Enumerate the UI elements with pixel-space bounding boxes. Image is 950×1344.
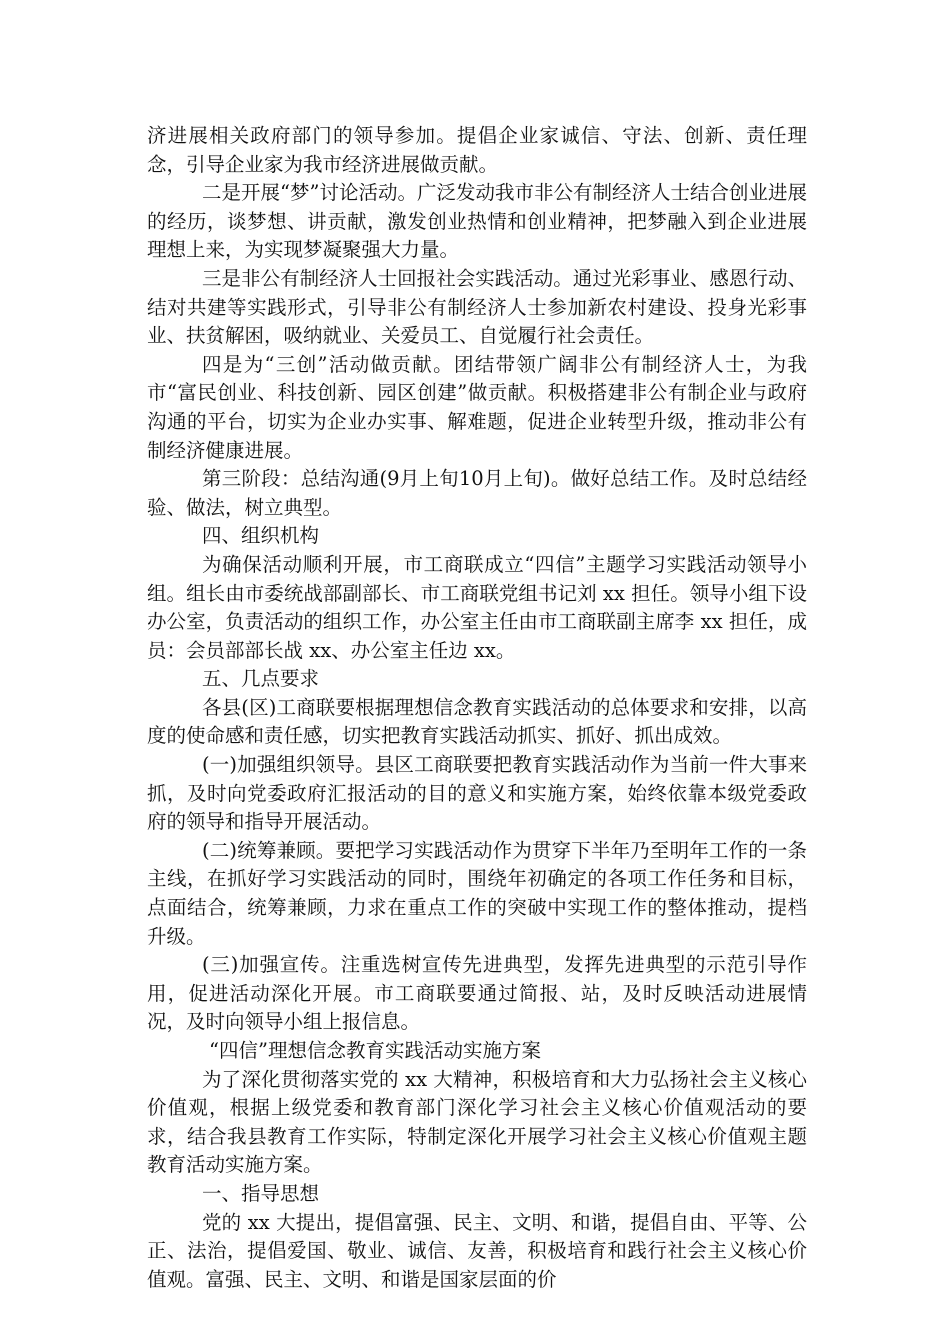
paragraph-11: (二)统筹兼顾。要把学习实践活动作为贯穿下半年乃至明年工作的一条主线，在抓好学习实践活动的同时，围绕年初确定的各项工作任务和目标，点面结合，统筹兼顾，力求在重点工作的突破中实现工作的整体推动，提档升级。 — [147, 838, 807, 948]
section-heading-guiding-thought: 一、指导思想 — [202, 1181, 320, 1205]
paragraph-14: 为了深化贯彻落实党的 xx 大精神，积极培育和大力弘扬社会主义核心价值观，根据上级党委和教育部门深化学习社会主义核心价值观活动的要求，结合我县教育工作实际，特制定深化开展学习社会主义核心价值观主题教育活动实施方案。 — [147, 1067, 807, 1177]
paragraph-5: 第三阶段：总结沟通(9月上旬10月上旬)。做好总结工作。及时总结经验、做法，树立典型。 — [147, 467, 807, 519]
section-heading-organization: 四、组织机构 — [202, 524, 320, 548]
paragraph-7: 为确保活动顺利开展，市工商联成立“四信”主题学习实践活动领导小组。组长由市委统战部副部长、市工商联党组书记刘 xx 担任。领导小组下设办公室，负责活动的组织工作，办公室主任由市工商联副主席李 xx 担任，成员：会员部部长战 xx、办公室主任边 xx。 — [147, 552, 807, 662]
section-heading-requirements: 五、几点要求 — [202, 667, 320, 691]
paragraph-12: (三)加强宣传。注重选树宣传先进典型，发挥先进典型的示范引导作用，促进活动深化开展。市工商联要通过简报、站，及时反映活动进展情况，及时向领导小组上报信息。 — [147, 953, 807, 1034]
paragraph-9: 各县(区)工商联要根据理想信念教育实践活动的总体要求和安排，以高度的使命感和责任感，切实把教育实践活动抓实、抓好、抓出成效。 — [147, 695, 807, 748]
paragraph-16: 党的 xx 大提出，提倡富强、民主、文明、和谐，提倡自由、平等、公正、法治，提倡爱国、敬业、诚信、友善，积极培育和践行社会主义核心价值观。富强、民主、文明、和谐是国家层面的价 — [147, 1210, 807, 1291]
paragraph-3: 三是非公有制经济人士回报社会实践活动。通过光彩事业、感恩行动、结对共建等实践形式，引导非公有制经济人士参加新农村建设、投身光彩事业、扶贫解困，吸纳就业、关爱员工、自觉履行社会责任。 — [147, 266, 807, 348]
paragraph-2: 二是开展“梦”讨论活动。广泛发动我市非公有制经济人士结合创业进展的经历，谈梦想、讲贡献，激发创业热情和创业精神，把梦融入到企业进展理想上来，为实现梦凝聚强大力量。 — [147, 181, 807, 262]
paragraph-10: (一)加强组织领导。县区工商联要把教育实践活动作为当前一件大事来抓，及时向党委政府汇报活动的目的意义和实施方案，始终依靠本级党委政府的领导和指导开展活动。 — [147, 753, 807, 834]
document-body — [147, 122, 807, 1294]
paragraph-4: 四是为“三创”活动做贡献。团结带领广阔非公有制经济人士，为我市“富民创业、科技创新、园区创建”做贡献。积极搭建非公有制企业与政府沟通的平台，切实为企业办实事、解难题，促进企业转型升级，推动非公有制经济健康进展。 — [147, 352, 807, 462]
document-title: “四信”理想信念教育实践活动实施方案 — [209, 1039, 541, 1062]
paragraph-1: 济进展相关政府部门的领导参加。提倡企业家诚信、守法、创新、责任理念，引导企业家为我市经济进展做贡献。 — [147, 124, 807, 176]
